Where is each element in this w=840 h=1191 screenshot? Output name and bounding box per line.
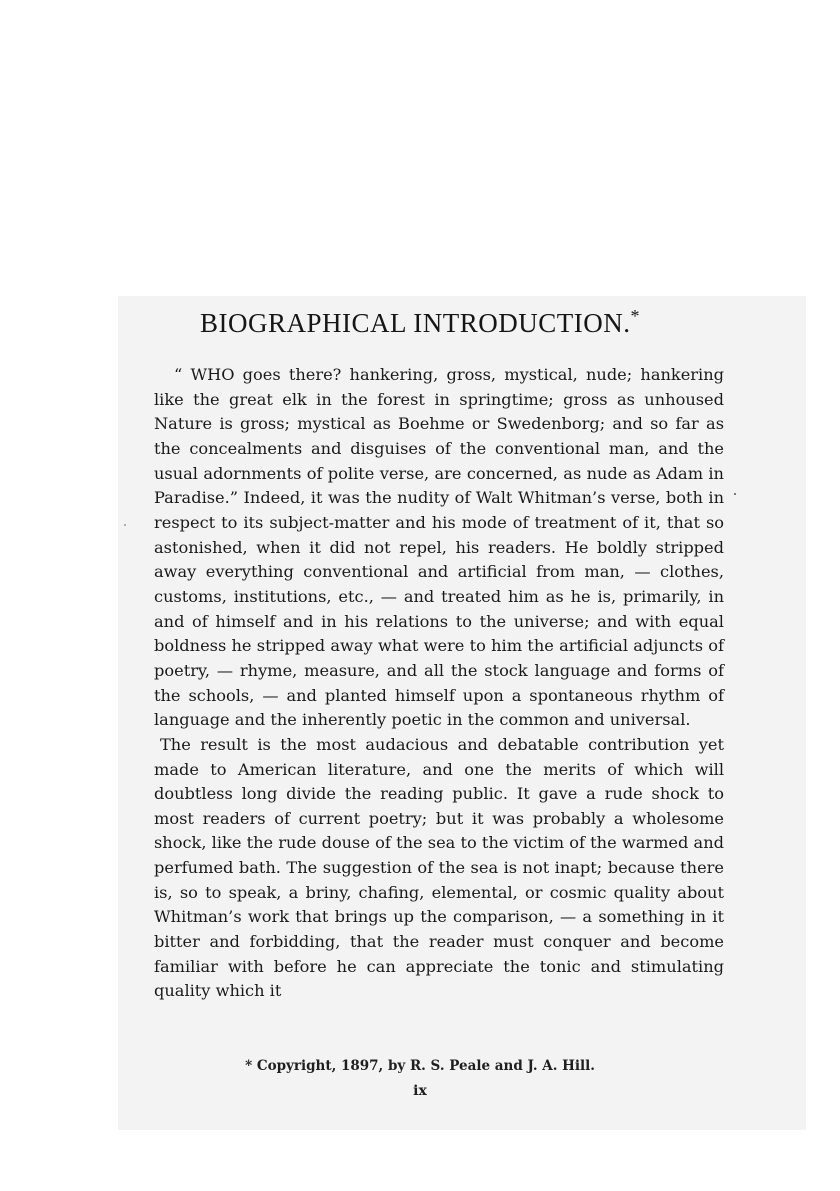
page-number: ix xyxy=(413,1083,427,1099)
page-title xyxy=(0,308,840,339)
print-speck xyxy=(734,493,736,495)
print-speck xyxy=(124,524,126,526)
title-text: BIOGRAPHICAL INTRODUCTION. xyxy=(200,308,631,338)
paragraph-1: “ WHO goes there? hankering, gross, mystical, nude; hankering like the great elk in the forest in springtime; gross as unhoused Nature is gross; mystical as Boehme or Swedenborg; and so far as the concealments and disguises of the conventional man, and the usual adornments of polite verse, are concerned, as nude as Adam in Paradise.” Indeed, it was the nudity of Walt Whitman’s verse, both in respect to its subject-matter and his mode of treatment of it, that so astonished, when it did not repel, his readers. He boldly stripped away everything conventional and artificial from man, — clothes, customs, institutions, etc., — and treated him as he is, primarily, in and of himself and in his relations to the universe; and with equal boldness he stripped away what were to him the artificial adjuncts of poetry, — rhyme, measure, and all the stock language and forms of the schools, — and planted himself upon a spontaneous rhythm of language and the inherently poetic in the common and universal. xyxy=(154,365,724,730)
paragraph-2: The result is the most audacious and debatable contribution yet made to American literature, and one the merits of which will doubtless long divide the reading public. It gave a rude shock to most readers of current poetry; but it was probably a wholesome shock, like the rude douse of the sea to the victim of the warmed and perfumed bath. The suggestion of the sea is not inapt; because there is, so to speak, a briny, chafing, elemental, or cosmic quality about Whitman’s work that brings up the comparison, — a something in it bitter and forbidding, that the reader must conquer and become familiar with before he can appreciate the tonic and stimulating quality which it xyxy=(154,734,724,1001)
body-text xyxy=(154,363,724,1004)
footnote-marker: * xyxy=(630,306,640,326)
copyright-footnote: * Copyright, 1897, by R. S. Peale and J. A. Hill. xyxy=(245,1058,595,1074)
